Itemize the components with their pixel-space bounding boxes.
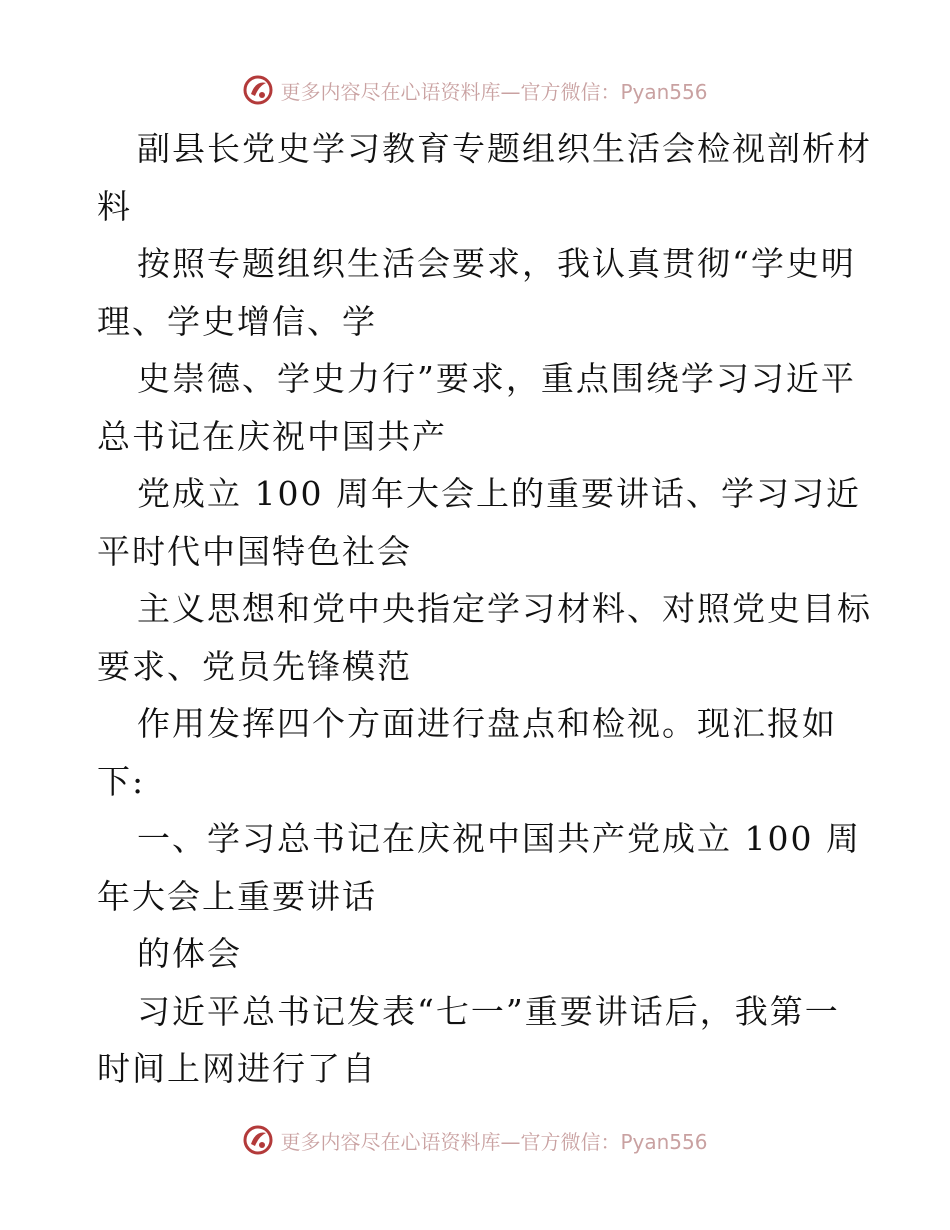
title-line-1: 副县长党史学习教育专题组织生活会检视剖析材 — [137, 129, 872, 168]
paragraph-line: 主义思想和党中央指定学习材料、对照党史目标 — [137, 589, 872, 628]
title-line-2: 料 — [97, 186, 132, 226]
brand-logo-icon — [242, 74, 274, 106]
document-body — [97, 120, 872, 1098]
paragraph-line: 按照专题组织生活会要求，我认真贯彻“学史明 — [137, 244, 856, 283]
paragraph-line: 理、学史增信、学 — [97, 301, 377, 341]
section-heading-line-1: 一、学习总书记在庆祝中国共产党成立 100 周 — [137, 819, 861, 858]
paragraph-line: 习近平总书记发表“七一”重要讲话后，我第一 — [137, 991, 840, 1031]
paragraph-line: 要求、党员先锋模范 — [97, 646, 412, 686]
paragraph-line: 作用发挥四个方面进行盘点和检视。现汇报如 — [137, 704, 837, 743]
section-heading-line-3: 的体会 — [137, 934, 242, 973]
paragraph-line: 平时代中国特色社会 — [97, 531, 412, 571]
header-watermark — [0, 70, 950, 110]
paragraph-line: 史崇德、学史力行”要求，重点围绕学习习近平 — [137, 359, 856, 398]
paragraph-line: 总书记在庆祝中国共产 — [97, 416, 447, 456]
footer-watermark — [0, 1120, 950, 1160]
section-heading-line-2: 年大会上重要讲话 — [97, 876, 377, 916]
watermark-text: 更多内容尽在心语资料库—官方微信：Pyan556 — [280, 79, 708, 104]
watermark-text: 更多内容尽在心语资料库—官方微信：Pyan556 — [280, 1129, 708, 1154]
paragraph-line: 时间上网进行了自 — [97, 1049, 377, 1088]
paragraph-line: 下: — [97, 761, 146, 801]
paragraph-line: 党成立 100 周年大会上的重要讲话、学习习近 — [137, 474, 861, 513]
brand-logo-icon — [242, 1124, 274, 1156]
